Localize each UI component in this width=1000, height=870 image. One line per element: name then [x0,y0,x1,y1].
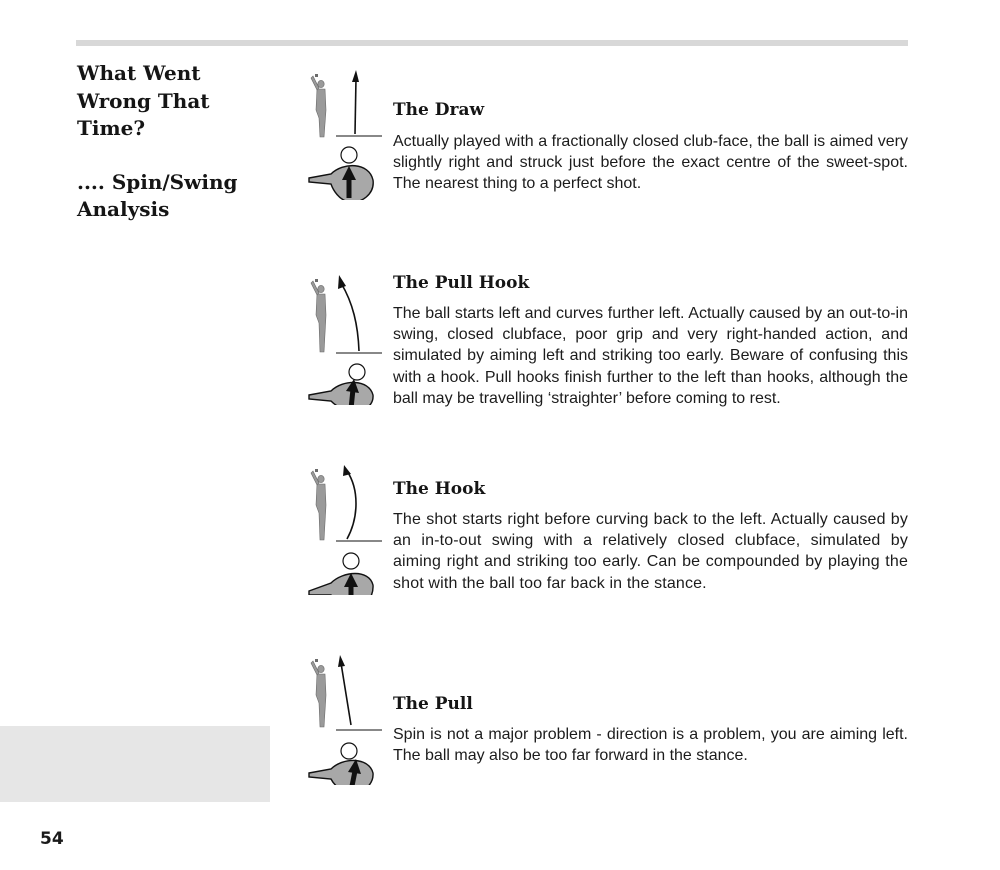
section-heading [77,60,277,224]
heading-line: Time? [77,116,146,140]
top-divider [76,40,908,46]
shot-title: The Draw [393,100,485,120]
straight-flight-diagram-icon [303,70,383,200]
shot-description: Actually played with a fractionally closed club-face, the ball is aimed very slightly right and struck just before the exact centre of the sweet-spot. The nearest thing to a perfect shot. [393,133,908,193]
heading-line: Wrong That [77,88,210,113]
shot-title: The Hook [393,479,486,499]
subheading-line: Analysis [77,197,170,221]
page-number: 54 [40,829,64,849]
hook-flight-diagram-icon [303,465,383,595]
shot-title: The Pull [393,694,473,714]
margin-panel [0,726,270,802]
subheading-line: .... Spin/Swing [77,169,238,194]
shot-description: The shot starts right before curving back to the left. Actually caused by an in-to-out swing with a relatively closed clubface, simulated by aiming right and striking too early. Can be compounded by playing the shot with the ball too far back in the stance. [393,511,908,592]
pull-flight-diagram-icon [303,655,383,785]
heading-line: What Went [77,61,201,85]
shot-description: Spin is not a major problem - direction is a problem, you are aiming left. The ball may also be too far forward in the stance. [393,726,908,765]
shot-description: The ball starts left and curves further left. Actually caused by an out-to-in swing, closed clubface, poor grip and very right-handed action, and simulated by aiming left and striking too early. Beware of confusing this with a hook. Pull hooks finish further to the left than hooks, although the ball may be travelling ‘straighter’ before coming to rest. [393,305,908,407]
shot-title: The Pull Hook [393,273,530,293]
pull-hook-flight-diagram-icon [303,275,383,405]
